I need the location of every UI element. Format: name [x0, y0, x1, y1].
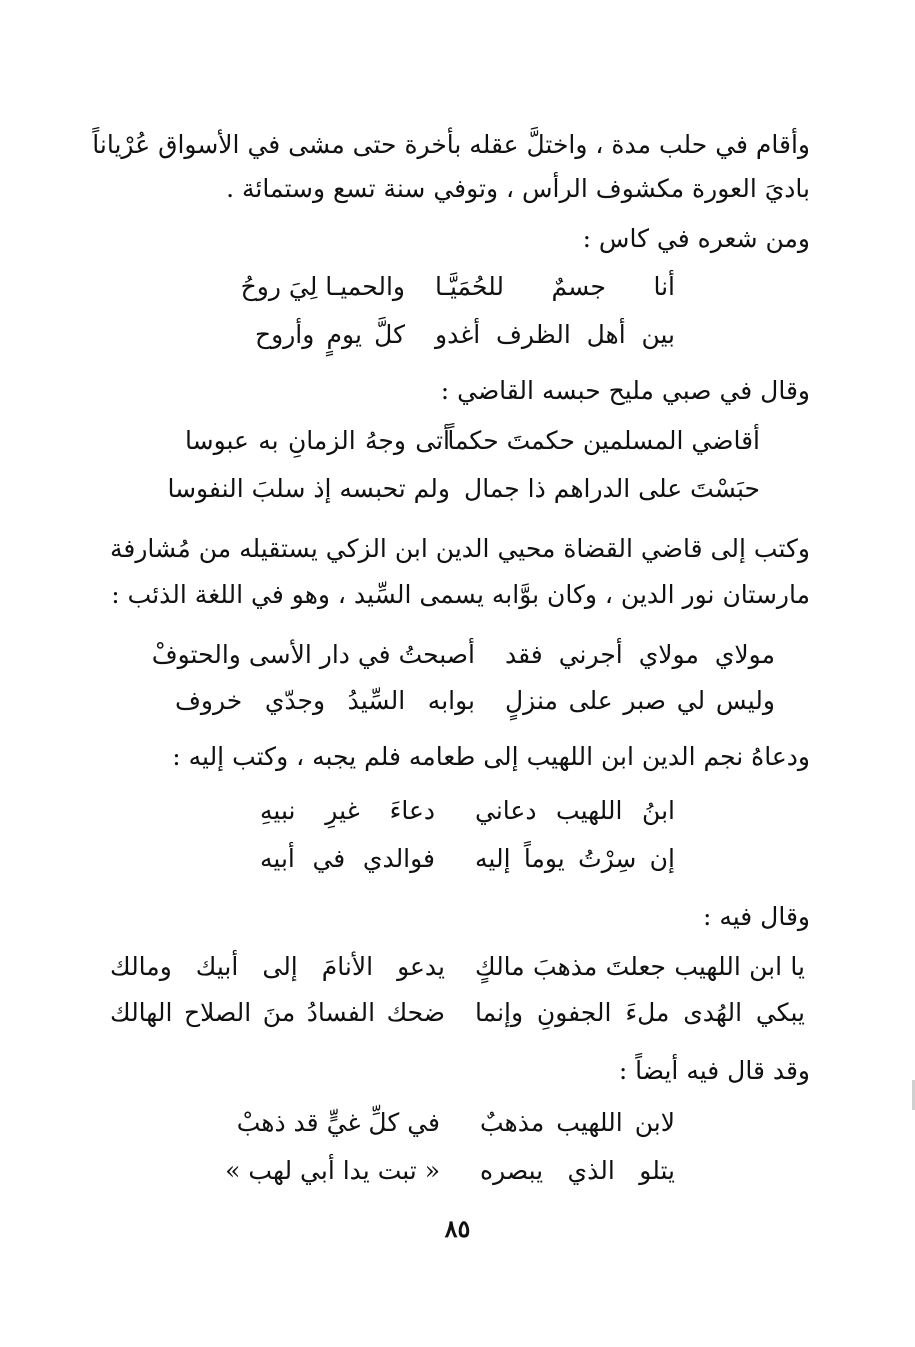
poem-1-verse-1-first-hemistich: أنا جسمٌ للحُمَيَّـا	[435, 272, 675, 301]
poem-4-verse-2-second-hemistich: فوالدي في أبيه	[260, 844, 435, 873]
poem-5-verse-1	[110, 950, 805, 984]
poem-1-verse-1-second-hemistich: والحميـا لِيَ روحُ	[240, 272, 405, 301]
poem-4-verse-1	[260, 794, 675, 828]
poem-3-verse-2-second-hemistich: بوابه السِّيدُ وجدّي خروف	[175, 686, 475, 715]
poem-5-verse-2	[110, 996, 805, 1030]
prose-line-1: وأقام في حلب مدة ، واختلَّ عقله بأخرة حتى مشى في الأسواق عُرْياناً	[92, 130, 810, 159]
poem-2-verse-1	[185, 424, 760, 458]
poem-1-verse-2	[255, 318, 675, 352]
poem-4-verse-2	[260, 842, 675, 876]
poem-2-verse-2-first-hemistich: حبَسْتَ على الدراهم ذا جمال	[464, 474, 760, 503]
prose-line-8: وقال فيه :	[702, 902, 810, 931]
poem-6-verse-2-second-hemistich: « تبت يدا أبي لهب »	[225, 1156, 440, 1185]
poem-5-verse-2-first-hemistich: يبكي الهُدى ملءَ الجفونِ وإنما	[475, 998, 805, 1027]
prose-line-9: وقد قال فيه أيضاً :	[618, 1056, 810, 1085]
poem-5-verse-1-first-hemistich: يا ابن اللهيب جعلتَ مذهبَ مالكٍ	[475, 952, 805, 981]
poem-2-verse-2-second-hemistich: ولم تحبسه إذ سلبَ النفوسا	[167, 474, 450, 503]
prose-line-6: مارستان نور الدين ، وكان بوَّابه يسمى السِّيد ، وهو في اللغة الذئب :	[111, 580, 810, 609]
poem-3-verse-1	[151, 638, 775, 672]
poem-4-verse-1-second-hemistich: دعاءَ غيرِ نبيهِ	[260, 796, 435, 825]
poem-1-verse-1	[240, 270, 675, 304]
prose-line-3: ومن شعره في كاس :	[582, 224, 810, 253]
poem-1-verse-2-second-hemistich: كلَّ يومٍ وأروح	[255, 320, 405, 349]
poem-5-verse-2-second-hemistich: ضحك الفسادُ منَ الصلاح الهالك	[110, 998, 445, 1027]
poem-4-verse-1-first-hemistich: ابنُ اللهيب دعاني	[475, 796, 675, 825]
poem-6-verse-2-first-hemistich: يتلو الذي يبصره	[480, 1156, 675, 1185]
poem-3-verse-1-first-hemistich: مولاي مولاي أجرني فقد	[505, 640, 775, 669]
page-number: ٨٥	[444, 1214, 471, 1243]
poem-3-verse-2-first-hemistich: وليس لي صبر على منزلٍ	[505, 686, 775, 715]
poem-6-verse-1-second-hemistich: في كلِّ غيٍّ قد ذهبْ	[236, 1108, 440, 1137]
prose-line-5: وكتب إلى قاضي القضاة محيي الدين ابن الزكي يستقيله من مُشارفة	[110, 534, 810, 563]
prose-line-4: وقال في صبي مليح حبسه القاضي :	[440, 376, 810, 405]
poem-6-verse-1	[236, 1106, 675, 1140]
poem-6-verse-2	[225, 1154, 675, 1188]
poem-5-verse-1-second-hemistich: يدعو الأنامَ إلى أبيك ومالك	[110, 952, 445, 981]
poem-3-verse-1-second-hemistich: أصبحتُ في دار الأسى والحتوفْ	[151, 640, 475, 669]
poem-3-verse-2	[175, 684, 775, 718]
prose-line-7: ودعاهُ نجم الدين ابن اللهيب إلى طعامه فلم يجبه ، وكتب إليه :	[172, 742, 810, 771]
poem-6-verse-1-first-hemistich: لابن اللهيب مذهبٌ	[480, 1108, 675, 1137]
poem-2-verse-2	[167, 472, 760, 506]
poem-2-verse-1-second-hemistich: أتى وجهُ الزمانِ به عبوسا	[185, 426, 450, 455]
poem-1-verse-2-first-hemistich: بين أهل الظرف أغدو	[435, 320, 675, 349]
poem-2-verse-1-first-hemistich: أقاضي المسلمين حكمتَ حكماً	[447, 426, 760, 455]
poem-4-verse-2-first-hemistich: إن سِرْتُ يوماً إليه	[475, 844, 675, 873]
prose-line-2: باديَ العورة مكشوف الرأس ، وتوفي سنة تسع وستمائة .	[226, 174, 810, 203]
